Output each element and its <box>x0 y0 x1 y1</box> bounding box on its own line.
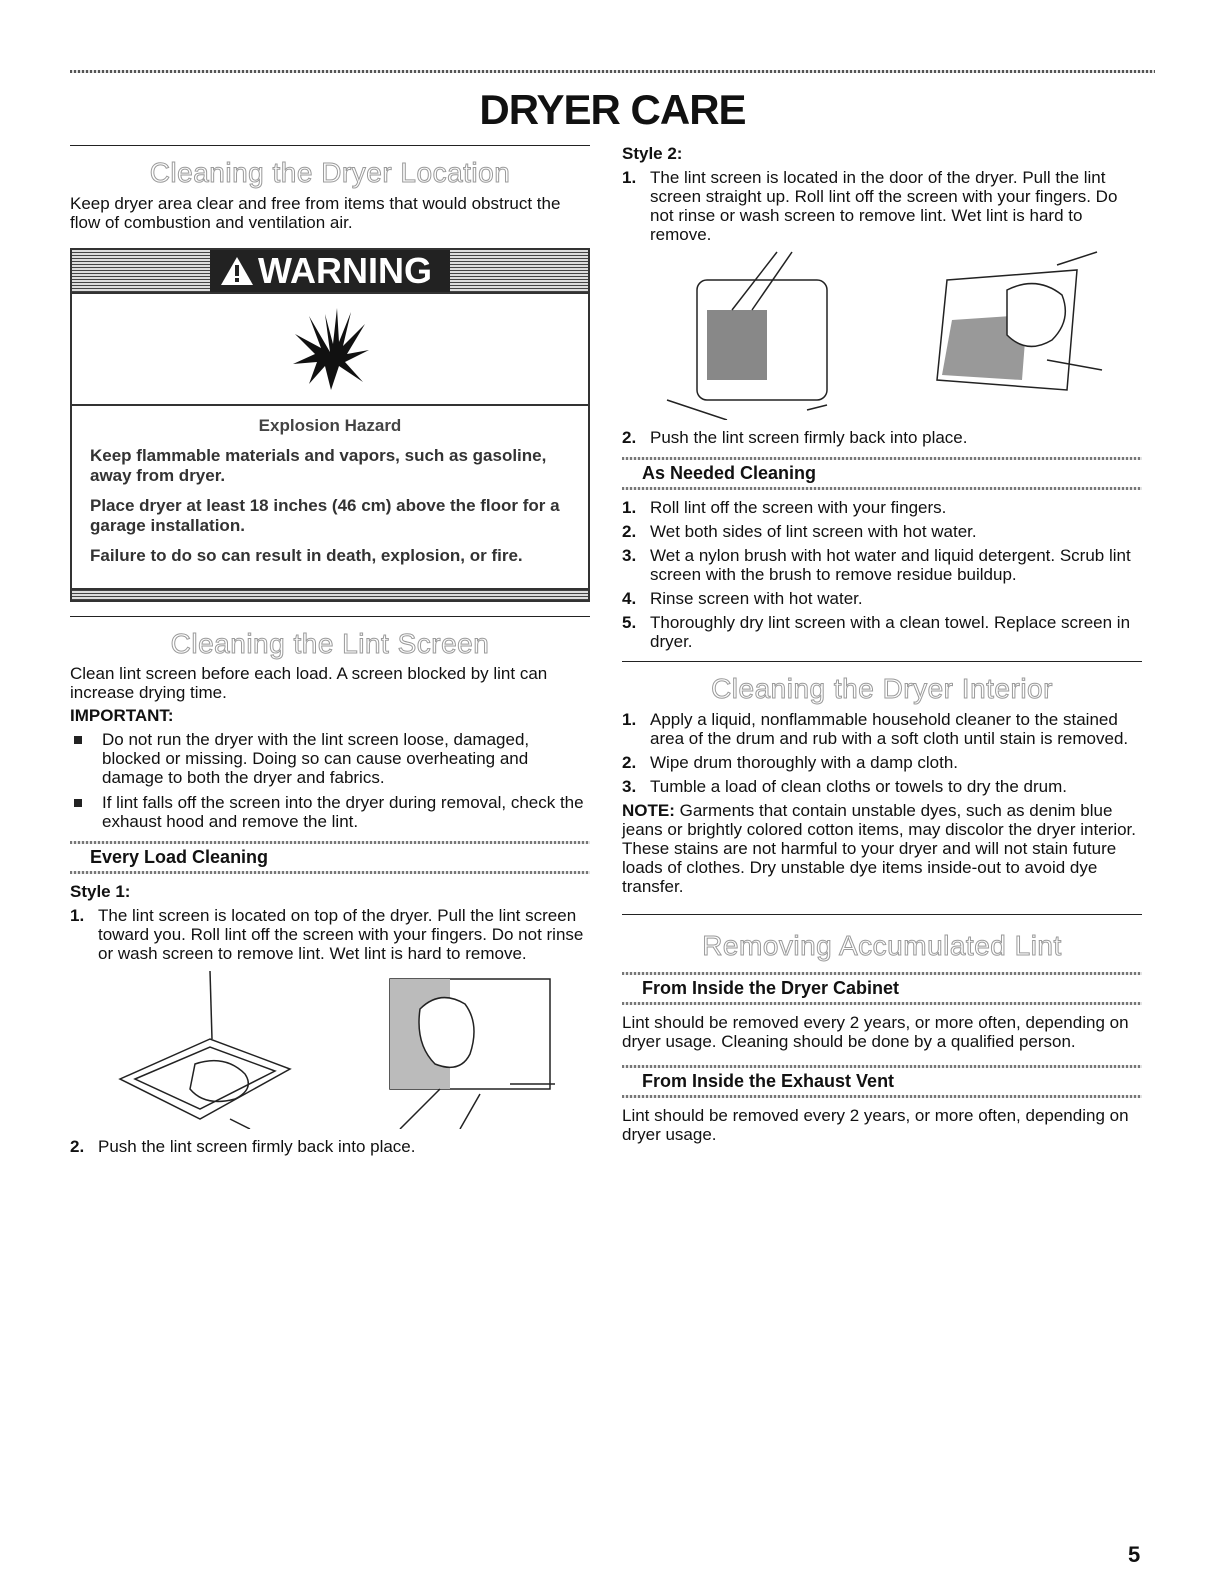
important-list <box>70 730 590 831</box>
list-item <box>622 498 1142 517</box>
list-item: If lint falls off the screen into the dryer during removal, check the exhaust hood and remove the lint. <box>70 793 590 831</box>
list-item <box>622 428 1142 447</box>
list-item <box>622 777 1142 796</box>
step-number: 1. <box>70 906 85 926</box>
list-item <box>622 613 1142 651</box>
as-needed-heading: As Needed Cleaning <box>622 457 1142 490</box>
step-number: 2. <box>622 752 637 772</box>
right-column <box>622 140 1142 1144</box>
note-text: Garments that contain unstable dyes, such as denim blue jeans or brightly colored cotton items, may discolor the dryer interior. These stains are not harmful to your dryer and will not stain future loads of clothes. Dry unstable dye items inside-out to avoid dye transfer. <box>622 800 1137 896</box>
step-text: Push the lint screen firmly back into place. <box>98 1137 416 1157</box>
page-number: 5 <box>1128 1542 1141 1567</box>
step-number: 2. <box>70 1137 85 1157</box>
step-text: Wet a nylon brush with hot water and liquid detergent. Scrub lint screen with the brush to remove residue buildup. <box>650 546 1131 584</box>
step-text: Apply a liquid, nonflammable household cleaner to the stained area of the drum and rub with a soft cloth until stain is removed. <box>650 709 1129 748</box>
style2-steps <box>622 168 1142 244</box>
step-text: The lint screen is located on top of the dryer. Pull the lint screen toward you. Roll lint off the screen with your fingers. Do not rinse or wash screen to remove lint. Wet lint is hard to remove. <box>98 906 584 964</box>
warning-line: Failure to do so can result in death, explosion, or fire. <box>90 545 523 565</box>
lint-roll-illustration <box>917 250 1107 420</box>
cabinet-body: Lint should be removed every 2 years, or more often, depending on dryer usage. Cleaning should be done by a qualified person. <box>622 1013 1129 1052</box>
step-number: 1. <box>622 498 637 517</box>
lint-screen-pull-illustration <box>100 969 300 1129</box>
style2-illustration <box>622 250 1142 420</box>
list-item <box>622 168 1142 244</box>
interior-steps <box>622 710 1142 796</box>
step-text: Rinse screen with hot water. <box>650 589 863 608</box>
door-lint-screen-illustration <box>657 250 847 420</box>
style1-steps-continued <box>70 1137 590 1156</box>
list-item <box>622 710 1142 748</box>
step-text: The lint screen is located in the door of the dryer. Pull the lint screen straight up. Roll lint off the screen with your fingers. Do not rinse or wash screen to remove lint. Wet lint is hard to remove. <box>650 168 1118 244</box>
step-number: 3. <box>622 546 637 565</box>
lint-body: Clean lint screen before each load. A screen blocked by lint can increase drying time. <box>70 664 548 703</box>
step-text: Thoroughly dry lint screen with a clean towel. Replace screen in dryer. <box>650 613 1131 651</box>
step-text: Tumble a load of clean cloths or towels to dry the drum. <box>650 776 1068 796</box>
step-text: Wipe drum thoroughly with a damp cloth. <box>650 752 959 772</box>
warning-icon-area <box>72 294 588 406</box>
every-load-heading: Every Load Cleaning <box>70 841 590 874</box>
list-item <box>622 589 1142 608</box>
note-label: NOTE: <box>622 800 675 820</box>
warning-line: Place dryer at least 18 inches (46 cm) above the floor for a garage installation. <box>90 495 560 535</box>
warning-line: Keep flammable materials and vapors, such as gasoline, away from dryer. <box>90 445 547 485</box>
section-divider <box>622 661 1142 662</box>
explosion-icon <box>285 304 375 394</box>
cabinet-heading: From Inside the Dryer Cabinet <box>622 972 1142 1005</box>
section-divider <box>70 616 590 617</box>
warning-banner <box>72 250 588 294</box>
section-title-interior: Cleaning the Dryer Interior <box>711 673 1053 704</box>
location-body: Keep dryer area clear and free from items that would obstruct the flow of combustion and ventilation air. <box>70 193 561 232</box>
list-item <box>622 753 1142 772</box>
style1-label: Style 1: <box>70 882 131 902</box>
vent-body: Lint should be removed every 2 years, or more often, depending on dryer usage. <box>622 1106 1129 1145</box>
step-number: 2. <box>622 428 637 447</box>
style2-steps-continued <box>622 428 1142 447</box>
style1-steps <box>70 906 590 963</box>
step-text: Roll lint off the screen with your fingers. <box>650 498 947 517</box>
list-item <box>622 522 1142 541</box>
list-item: Do not run the dryer with the lint screen loose, damaged, blocked or missing. Doing so can cause overheating and damage to both the dryer and fabrics. <box>70 730 590 787</box>
section-title-location: Cleaning the Dryer Location <box>149 157 511 188</box>
style1-illustration <box>70 969 590 1129</box>
warning-bottom-band <box>72 588 588 600</box>
left-column <box>70 140 590 1161</box>
section-title-lint: Cleaning the Lint Screen <box>170 627 490 659</box>
list-item <box>70 1137 590 1156</box>
list-item <box>622 546 1142 584</box>
list-item <box>70 906 590 963</box>
section-divider <box>70 145 590 146</box>
section-divider <box>622 914 1142 915</box>
warning-label: WARNING <box>210 250 450 292</box>
important-label: IMPORTANT: <box>70 706 174 726</box>
vent-heading: From Inside the Exhaust Vent <box>622 1065 1142 1098</box>
step-number: 4. <box>622 589 637 608</box>
step-number: 1. <box>622 168 637 187</box>
warning-box <box>70 248 590 602</box>
warning-triangle-icon <box>220 256 254 286</box>
step-number: 5. <box>622 613 637 632</box>
top-rule <box>70 70 1155 73</box>
step-number: 1. <box>622 709 637 729</box>
hazard-title: Explosion Hazard <box>258 415 402 435</box>
step-text: Wet both sides of lint screen with hot water. <box>650 522 977 541</box>
as-needed-steps <box>622 498 1142 651</box>
step-number: 3. <box>622 776 637 796</box>
lint-screen-hand-illustration <box>360 969 560 1129</box>
step-text: Push the lint screen firmly back into place. <box>650 428 968 447</box>
interior-note <box>622 801 1142 896</box>
warning-text <box>72 406 588 588</box>
style2-label: Style 2: <box>622 144 683 163</box>
section-title-accumulated: Removing Accumulated Lint <box>702 929 1062 961</box>
page-title: DRYER CARE <box>479 86 746 133</box>
step-number: 2. <box>622 522 637 541</box>
